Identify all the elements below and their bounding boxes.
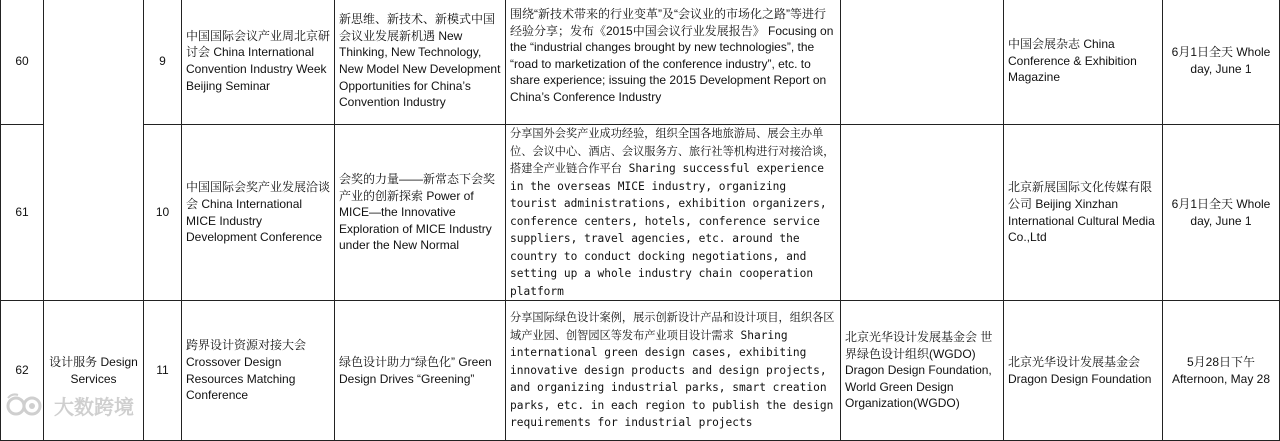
sub-number: 9 [144,0,182,125]
table-row [1,301,1280,441]
event-theme: 新思维、新技术、新模式中国会议业发展新机遇 New Thinking, New Technology, New Model New Development Opportunities for China’s Convention Industry [335,0,506,125]
organizer: 北京新展国际文化传媒有限公司 Beijing Xinzhan International Cultural Media Co.,Ltd [1004,125,1163,301]
co-organizer [841,0,1004,125]
row-number: 61 [1,125,44,301]
table-row [1,125,1280,301]
organizer: 中国会展杂志 China Conference & Exhibition Magazine [1004,0,1163,125]
event-time: 6月1日全天 Whole day, June 1 [1163,0,1280,125]
event-theme: 绿色设计助力“绿色化” Green Design Drives “Greening” [335,301,506,441]
event-name: 中国国际会议产业周北京研讨会 China International Convention Industry Week Beijing Seminar [182,0,335,125]
sub-number: 10 [144,125,182,301]
event-content: 围绕“新技术带来的行业变革”及“会议业的市场化之路”等进行经验分享；发布《2015中国会议行业发展报告》 Focusing on the “industrial changes brought by new technologies”, the “road to marketization of the conference industry”, etc. to share experience; issuing the 2015 Development Report on China’s Conference Industry [506,0,841,125]
watermark-text: 大数跨境 [54,397,134,419]
event-name: 跨界设计资源对接大会 Crossover Design Resources Matching Conference [182,301,335,441]
organizer: 北京光华设计发展基金会 Dragon Design Foundation [1004,301,1163,441]
event-time: 6月1日全天 Whole day, June 1 [1163,125,1280,301]
event-name: 中国国际会奖产业发展洽谈会 China International MICE Industry Development Conference [182,125,335,301]
table-row [1,0,1280,125]
event-content: 分享国际绿色设计案例，展示创新设计产品和设计项目，组织各区域产业园、创智园区等发布产业项目设计需求 Sharing international green design cases, exhibiting innovative design products and design projects, and organizing industrial parks, smart creation parks, etc. in each region to publish the design requirements for industrial projects [506,301,841,441]
co-organizer [841,125,1004,301]
co-organizer: 北京光华设计发展基金会 世界绿色设计组织(WGDO) Dragon Design Foundation, World Green Design Organization(WGDO) [841,301,1004,441]
event-theme: 会奖的力量——新常态下会奖产业的创新探索 Power of MICE—the Innovative Exploration of MICE Industry under the New Normal [335,125,506,301]
row-number: 60 [1,0,44,125]
category-cell: 设计服务 Design Services [44,301,144,441]
sub-number: 11 [144,301,182,441]
category-cell [44,0,144,301]
event-content: 分享国外会奖产业成功经验，组织全国各地旅游局、展会主办单位、会议中心、酒店、会议服务方、旅行社等机构进行对接洽谈，搭建全产业链合作平台 Sharing successful experience in the overseas MICE industry, organizing tourist administrations, exhibition organizers, conference centers, hotels, conference service suppliers, travel agencies, etc. around the country to conduct docking negotiations, and setting up a whole industry chain cooperation platform [506,125,841,301]
row-number: 62 [1,301,44,441]
event-time: 5月28日下午 Afternoon, May 28 [1163,301,1280,441]
